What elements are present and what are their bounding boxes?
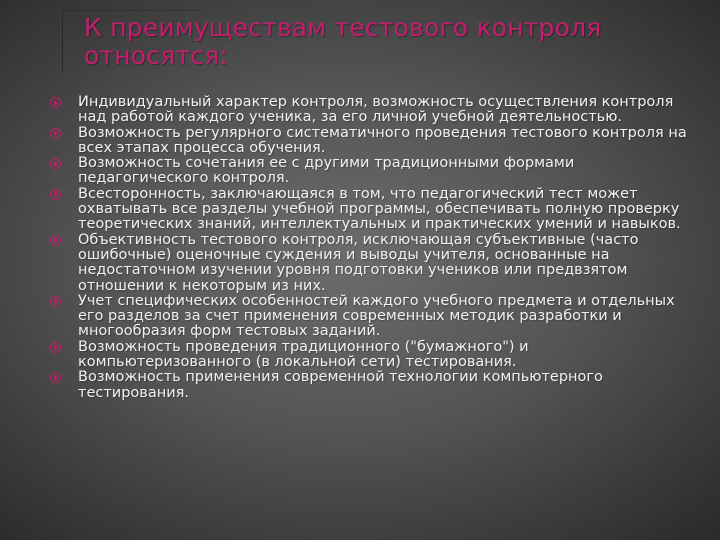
circle-arrow-icon	[50, 158, 61, 169]
bullet-text: Индивидуальный характер контроля, возможность осуществления контроля над работой каждого ученика, за его личной учебной деятельностью.	[78, 94, 674, 126]
bullet-item	[50, 187, 690, 233]
bullet-item	[50, 126, 690, 157]
bullet-item	[50, 370, 690, 401]
circle-arrow-icon	[50, 97, 61, 108]
slide-title-line2: относятся:	[84, 41, 229, 70]
circle-arrow-icon	[50, 128, 61, 139]
bullet-item	[50, 340, 690, 371]
circle-arrow-icon	[50, 342, 61, 353]
bullet-item	[50, 95, 690, 126]
bullet-item	[50, 294, 690, 340]
bullet-text: Возможность регулярного систематичного проведения тестового контроля на всех этапах процесса обучения.	[78, 124, 687, 156]
circle-arrow-icon	[50, 235, 61, 246]
circle-arrow-icon	[50, 372, 61, 383]
bullet-text: Возможность сочетания ее с другими традиционными формами педагогического контроля.	[78, 155, 575, 187]
slide-title	[84, 14, 684, 70]
circle-arrow-icon	[50, 296, 61, 307]
slide-title-line1: К преимуществам тестового контроля	[84, 13, 602, 42]
bullet-list	[50, 95, 690, 401]
bullet-text: Объективность тестового контроля, исключающая субъективные (часто ошибочные) оценочные суждения и выводы учителя, основанные на недостаточном изучении уровня подготовки учеников или предвзятом отношении к некоторым из них.	[78, 231, 639, 294]
bullet-item	[50, 233, 690, 294]
bullet-text: Всесторонность, заключающаяся в том, что педагогический тест может охватывать все разделы учебной программы, обеспечивать полную проверку теоретических знаний, интеллектуальных и практических умений и навыков.	[78, 185, 681, 233]
bullet-text: Учет специфических особенностей каждого учебного предмета и отдельных его разделов за счет применения современных методик разработки и многообразия форм тестовых заданий.	[78, 292, 675, 340]
bullet-text: Возможность применения современной технологии компьютерного тестирования.	[78, 369, 603, 401]
circle-arrow-icon	[50, 189, 61, 200]
bullet-text: Возможность проведения традиционного ("бумажного") и компьютеризованного (в локальной сети) тестирования.	[78, 338, 529, 371]
bullet-item	[50, 156, 690, 187]
